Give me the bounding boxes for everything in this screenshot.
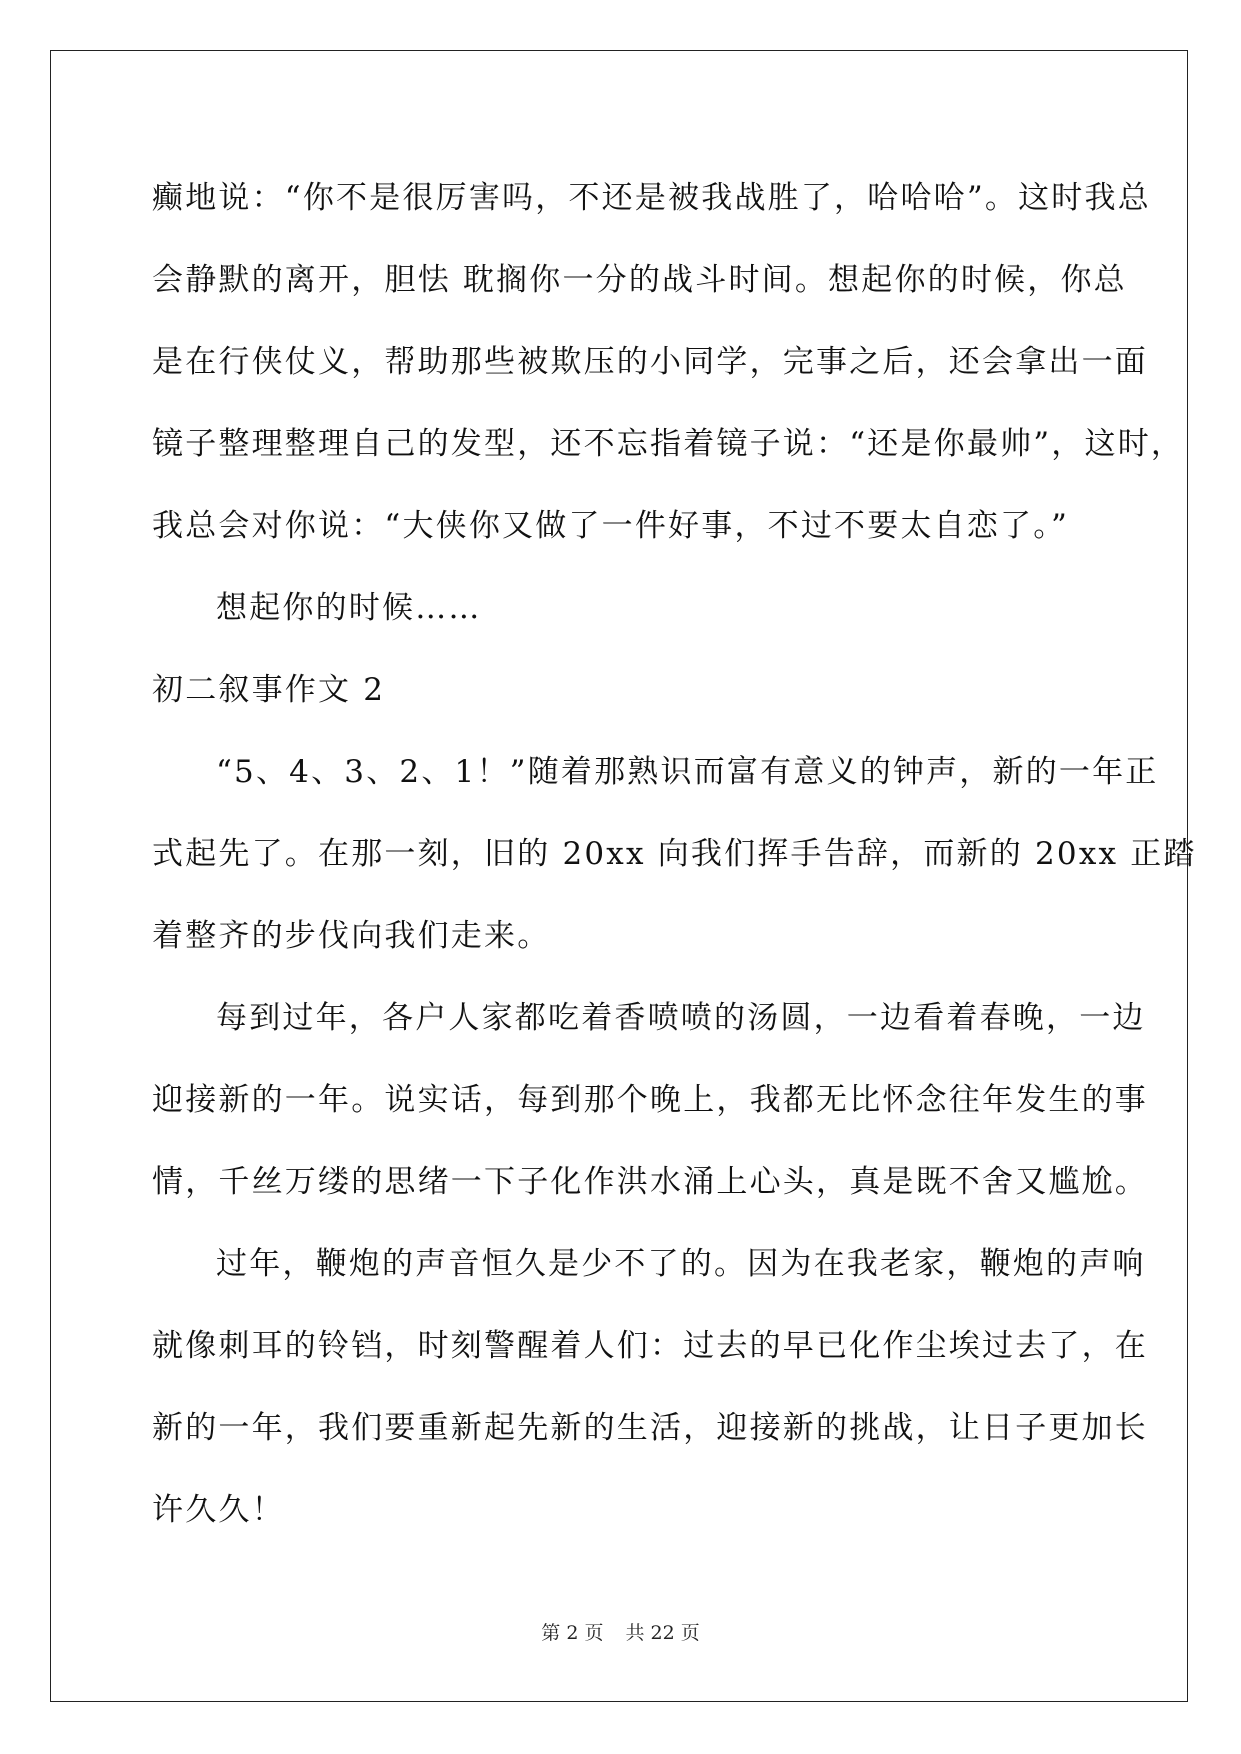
text-line: 式起先了。在那一刻，旧的 20xx 向我们挥手告辞，而新的 20xx 正踏 bbox=[152, 836, 1197, 872]
text-line: 许久久！ bbox=[152, 1492, 285, 1528]
text-line: 过年，鞭炮的声音恒久是少不了的。因为在我老家，鞭炮的声响 bbox=[216, 1246, 1146, 1282]
text-line: 癫地说：“你不是很厉害吗，不还是被我战胜了，哈哈哈”。这时我总 bbox=[152, 180, 1151, 216]
text-line: 新的一年，我们要重新起先新的生活，迎接新的挑战，让日子更加长 bbox=[152, 1410, 1148, 1446]
section-heading: 初二叙事作文 2 bbox=[152, 672, 386, 708]
text-line: 迎接新的一年。说实话，每到那个晚上，我都无比怀念往年发生的事 bbox=[152, 1082, 1148, 1118]
document-body bbox=[152, 157, 1197, 1551]
text-line: 是在行侠仗义，帮助那些被欺压的小同学，完事之后，还会拿出一面 bbox=[152, 344, 1148, 380]
text-line: 镜子整理整理自己的发型，还不忘指着镜子说：“还是你最帅”，这时， bbox=[152, 426, 1185, 462]
text-line: 想起你的时候…… bbox=[216, 590, 482, 626]
text-line: “5、4、3、2、1！”随着那熟识而富有意义的钟声，新的一年正 bbox=[216, 754, 1159, 790]
page-total: 共 22 页 bbox=[625, 1622, 700, 1644]
text-line: 就像刺耳的铃铛，时刻警醒着人们：过去的早已化作尘埃过去了，在 bbox=[152, 1328, 1148, 1364]
text-line: 我总会对你说：“大侠你又做了一件好事，不过不要太自恋了。” bbox=[152, 508, 1069, 544]
page-number: 第 2 页 bbox=[541, 1622, 604, 1644]
text-line: 会静默的离开，胆怯 耽搁你一分的战斗时间。想起你的时候，你总 bbox=[152, 262, 1127, 298]
text-line: 着整齐的步伐向我们走来。 bbox=[152, 918, 551, 954]
page-footer bbox=[0, 1618, 1241, 1645]
text-line: 每到过年，各户人家都吃着香喷喷的汤圆，一边看着春晚，一边 bbox=[216, 1000, 1146, 1036]
text-line: 情，千丝万缕的思绪一下子化作洪水涌上心头，真是既不舍又尴尬。 bbox=[152, 1164, 1148, 1200]
